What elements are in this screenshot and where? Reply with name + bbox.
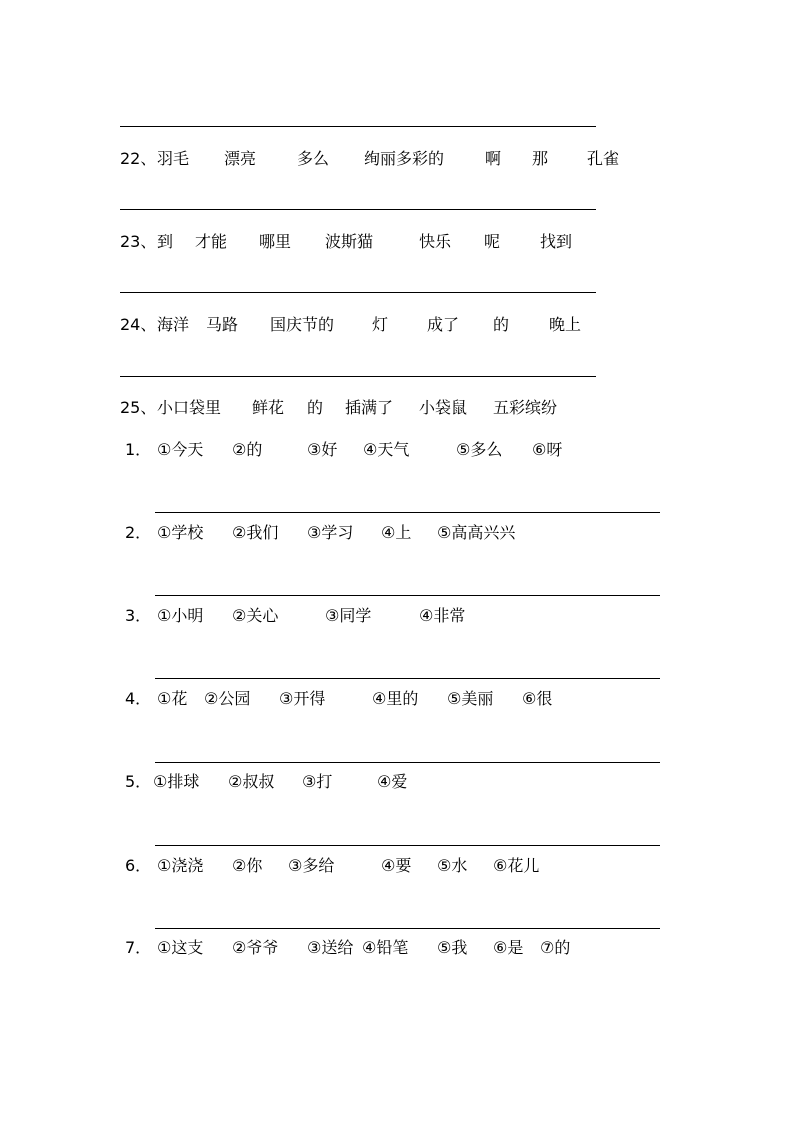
question-number: 5． bbox=[125, 772, 152, 791]
word-card: ⑤美丽 bbox=[447, 689, 494, 708]
answer-line[interactable] bbox=[155, 678, 660, 679]
question-number: 6． bbox=[125, 856, 152, 875]
word-card: ④非常 bbox=[419, 606, 466, 625]
word-card: 的 bbox=[307, 398, 324, 417]
word-card: 插满了 bbox=[345, 398, 394, 417]
word-card: ①学校 bbox=[157, 523, 204, 542]
word-card: ②公园 bbox=[204, 689, 251, 708]
word-card: ⑦的 bbox=[540, 938, 571, 957]
word-card: 才能 bbox=[195, 232, 228, 251]
question-number: 7． bbox=[125, 938, 152, 957]
answer-line[interactable] bbox=[155, 595, 660, 596]
word-card: 绚丽多彩的 bbox=[364, 149, 445, 168]
answer-line[interactable] bbox=[155, 845, 660, 846]
word-card: 快乐 bbox=[419, 232, 452, 251]
word-card: ⑥花儿 bbox=[493, 856, 540, 875]
answer-line[interactable] bbox=[120, 126, 596, 127]
word-card: ⑤水 bbox=[437, 856, 468, 875]
word-card: ②你 bbox=[232, 856, 263, 875]
word-card: ②爷爷 bbox=[232, 938, 279, 957]
word-card: 国庆节的 bbox=[270, 315, 335, 334]
word-card: 到 bbox=[157, 232, 174, 251]
question-number: 22、 bbox=[120, 149, 157, 168]
word-card: ②我们 bbox=[232, 523, 279, 542]
answer-line[interactable] bbox=[155, 762, 660, 763]
word-card: 那 bbox=[532, 149, 549, 168]
word-card: 鲜花 bbox=[252, 398, 285, 417]
word-card: ②关心 bbox=[232, 606, 279, 625]
word-card: 晚上 bbox=[549, 315, 582, 334]
word-card: 小袋鼠 bbox=[419, 398, 468, 417]
word-card: 哪里 bbox=[259, 232, 292, 251]
answer-line[interactable] bbox=[120, 292, 596, 293]
word-card: 孔雀 bbox=[587, 149, 620, 168]
word-card: ④铅笔 bbox=[362, 938, 409, 957]
word-card: ④里的 bbox=[372, 689, 419, 708]
word-card: 波斯猫 bbox=[325, 232, 374, 251]
word-card: 小口袋里 bbox=[157, 398, 222, 417]
word-card: ⑥很 bbox=[522, 689, 553, 708]
word-card: ③多给 bbox=[288, 856, 335, 875]
answer-line[interactable] bbox=[120, 376, 596, 377]
word-card: ③打 bbox=[302, 772, 333, 791]
word-card: ⑥呀 bbox=[532, 440, 563, 459]
question-number: 4． bbox=[125, 689, 152, 708]
word-card: ①小明 bbox=[157, 606, 204, 625]
question-number: 1． bbox=[125, 440, 152, 459]
word-card: ③好 bbox=[307, 440, 338, 459]
word-card: 啊 bbox=[485, 149, 502, 168]
question-number: 25、 bbox=[120, 398, 157, 417]
word-card: 成了 bbox=[427, 315, 460, 334]
word-card: 海洋 bbox=[157, 315, 190, 334]
word-card: ③同学 bbox=[325, 606, 372, 625]
word-card: ①排球 bbox=[153, 772, 200, 791]
word-card: ①花 bbox=[157, 689, 188, 708]
word-card: 多么 bbox=[297, 149, 330, 168]
word-card: 马路 bbox=[206, 315, 239, 334]
word-card: ⑥是 bbox=[493, 938, 524, 957]
word-card: ①浇浇 bbox=[157, 856, 204, 875]
word-card: ⑤多么 bbox=[456, 440, 503, 459]
word-card: ④要 bbox=[381, 856, 412, 875]
word-card: 找到 bbox=[540, 232, 573, 251]
question-number: 24、 bbox=[120, 315, 157, 334]
word-card: 呢 bbox=[484, 232, 501, 251]
word-card: 羽毛 bbox=[157, 149, 190, 168]
question-number: 2． bbox=[125, 523, 152, 542]
word-card: 五彩缤纷 bbox=[493, 398, 558, 417]
question-number: 3． bbox=[125, 606, 152, 625]
word-card: ⑤我 bbox=[437, 938, 468, 957]
word-card: ③学习 bbox=[307, 523, 354, 542]
answer-line[interactable] bbox=[155, 512, 660, 513]
word-card: 灯 bbox=[372, 315, 389, 334]
word-card: ①今天 bbox=[157, 440, 204, 459]
word-card: ⑤高高兴兴 bbox=[437, 523, 516, 542]
word-card: ④天气 bbox=[363, 440, 410, 459]
word-card: ②的 bbox=[232, 440, 263, 459]
word-card: ④上 bbox=[381, 523, 412, 542]
word-card: ③开得 bbox=[279, 689, 326, 708]
answer-line[interactable] bbox=[120, 209, 596, 210]
word-card: 的 bbox=[493, 315, 510, 334]
word-card: 漂亮 bbox=[224, 149, 257, 168]
word-card: ④爱 bbox=[377, 772, 408, 791]
answer-line[interactable] bbox=[155, 928, 660, 929]
question-number: 23、 bbox=[120, 232, 157, 251]
word-card: ②叔叔 bbox=[228, 772, 275, 791]
word-card: ①这支 bbox=[157, 938, 204, 957]
word-card: ③送给 bbox=[307, 938, 354, 957]
